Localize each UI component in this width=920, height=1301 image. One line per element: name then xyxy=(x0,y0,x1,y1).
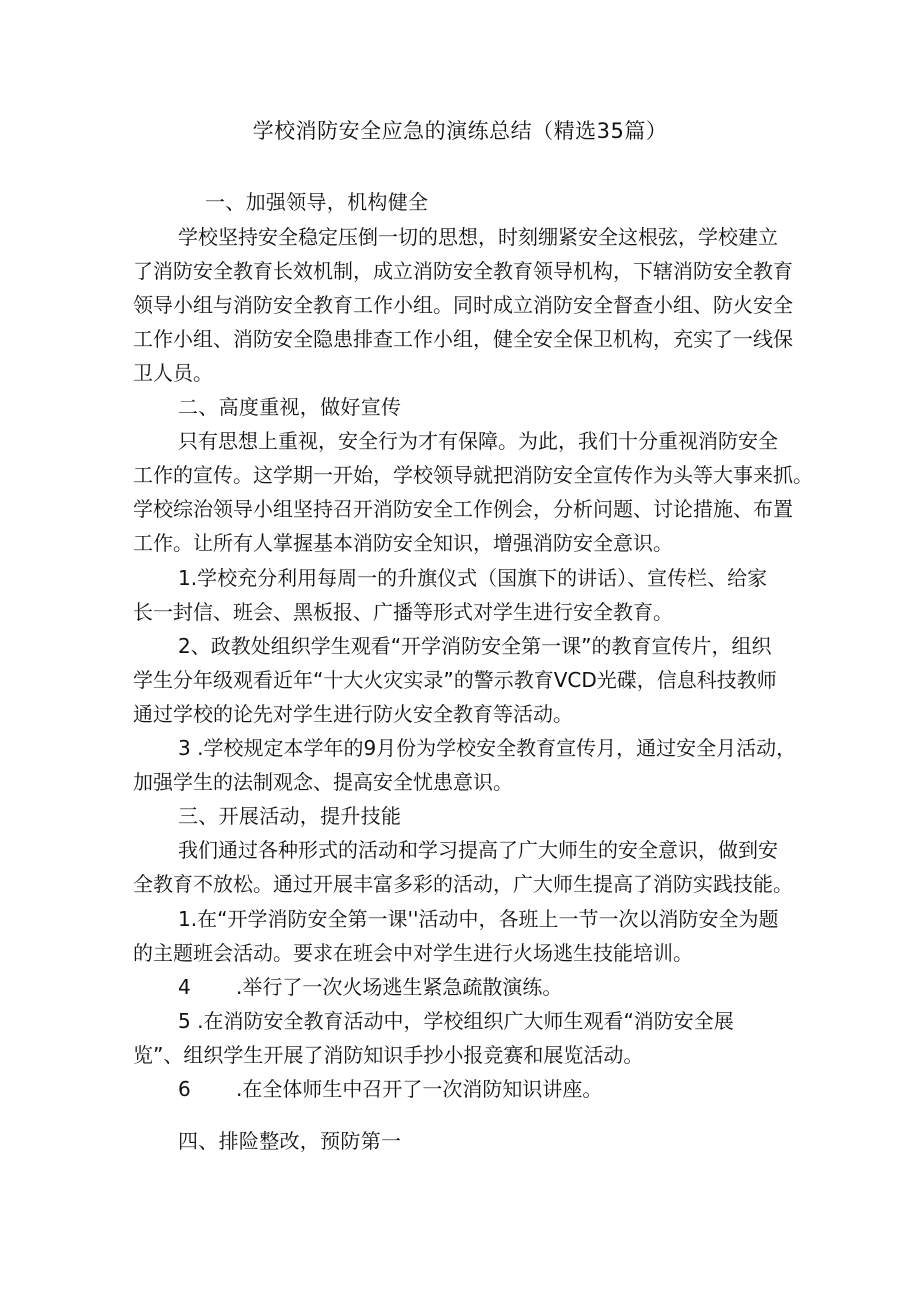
paragraph-line: 2、政教处组织学生观看“开学消防安全第一课”的教育宣传片，组织 xyxy=(178,634,772,658)
paragraph-line: .举行了一次火场逃生紧急疏散演练。 xyxy=(236,975,563,999)
document-title: 学校消防安全应急的演练总结（精选35篇） xyxy=(252,119,668,143)
paragraph-line: 览”、组织学生开展了消防知识手抄小报竞赛和展览活动。 xyxy=(133,1043,644,1067)
section-heading-2: 二、高度重视，做好宣传 xyxy=(178,395,402,419)
paragraph-line: 3 .学校规定本学年的9月份为学校安全教育宣传月，通过安全月活动， xyxy=(178,736,797,760)
paragraph-line: 只有思想上重视，安全行为才有保障。为此，我们十分重视消防安全 xyxy=(178,429,778,453)
paragraph-line: 全教育不放松。通过开展丰富多彩的活动，广大师生提高了消防实践技能。 xyxy=(133,872,793,896)
paragraph-line: 5 .在消防安全教育活动中，学校组织广大师生观看“消防安全展 xyxy=(178,1009,734,1033)
paragraph-line: 卫人员。 xyxy=(133,361,213,385)
paragraph-line: 长一封信、班会、黑板报、广播等形式对学生进行安全教育。 xyxy=(133,600,673,624)
paragraph-line: 学校综治领导小组坚持召开消防安全工作例会，分析问题、讨论措施、布置 xyxy=(133,497,793,521)
section-heading-1: 一、加强领导，机构健全 xyxy=(205,190,429,214)
paragraph-line: 领导小组与消防安全教育工作小组。同时成立消防安全督查小组、防火安全 xyxy=(133,293,793,317)
paragraph-line: 1.在“开学消防安全第一课''活动中，各班上一节一次以消防安全为题 xyxy=(178,907,779,931)
paragraph-line: 加强学生的法制观念、提高安全忧患意识。 xyxy=(133,770,513,794)
section-heading-3: 三、开展活动，提升技能 xyxy=(178,804,402,828)
paragraph-line: 学校坚持安全稳定压倒一切的思想，时刻绷紧安全这根弦，学校建立 xyxy=(178,225,778,249)
paragraph-line: 工作的宣传。这学期一开始，学校领导就把消防安全宣传作为头等大事来抓。 xyxy=(133,463,813,487)
paragraph-line: 学生分年级观看近年“十大火灾实录”的警示教育VCD光碟，信息科技教师 xyxy=(133,668,777,692)
paragraph-line: .在全体师生中召开了一次消防知识讲座。 xyxy=(236,1077,603,1101)
paragraph-line: 通过学校的论先对学生进行防火安全教育等活动。 xyxy=(133,702,573,726)
section-heading-4: 四、排险整改，预防第一 xyxy=(178,1129,402,1153)
paragraph-line: 了消防安全教育长效机制，成立消防安全教育领导机构，下辖消防安全教育 xyxy=(133,259,793,283)
paragraph-line: 的主题班会活动。要求在班会中对学生进行火场逃生技能培训。 xyxy=(133,941,693,965)
paragraph-line: 工作。让所有人掌握基本消防安全知识，增强消防安全意识。 xyxy=(133,531,673,555)
paragraph-line: 工作小组、消防安全隐患排查工作小组，健全安全保卫机构，充实了一线保 xyxy=(133,327,793,351)
list-number: 6 xyxy=(178,1077,191,1101)
paragraph-line: 我们通过各种形式的活动和学习提高了广大师生的安全意识，做到安 xyxy=(178,838,778,862)
paragraph-line: 1.学校充分利用每周一的升旗仪式（国旗下的讲话）、宣传栏、给家 xyxy=(178,566,768,590)
list-number: 4 xyxy=(178,975,191,999)
